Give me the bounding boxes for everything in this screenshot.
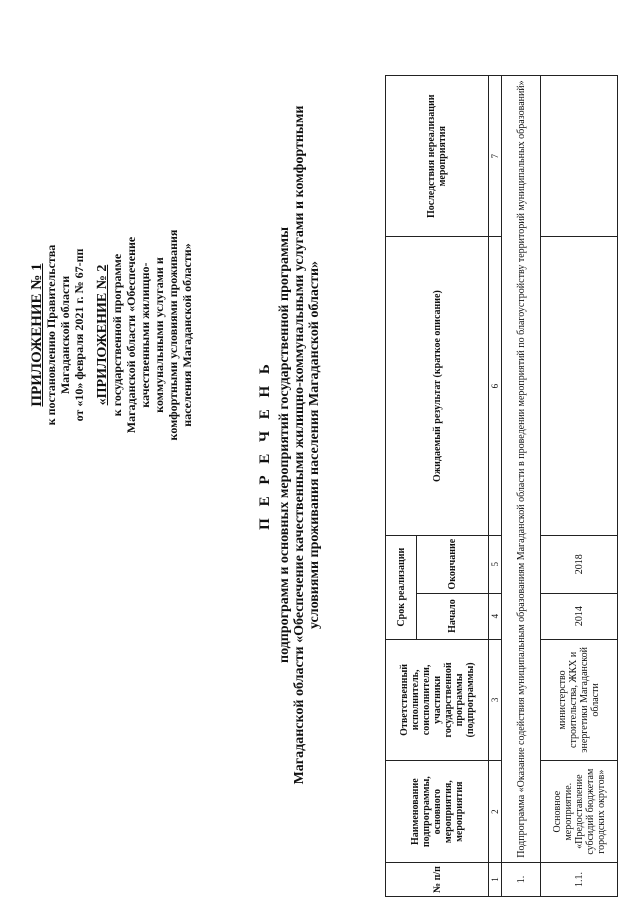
header-result: Ожидаемый результат (краткое описание) [386,237,489,535]
appendix-line: комфортными условиями проживания [166,229,180,441]
table-row [541,76,618,897]
appendix-heading: ПРИЛОЖЕНИЕ № 1 [29,263,45,407]
header-end: Окончание [417,535,489,593]
appendix-line: Магаданской области [58,275,72,395]
row-name: Основное мероприятие. «Предоставление субсидий бюджетам городских округов» [541,761,618,863]
col-number: 2 [489,761,502,863]
appendix-line: к государственной программе [110,253,124,417]
measures-table [385,75,618,897]
row-consequences [541,76,618,237]
row-start: 2014 [541,593,618,639]
column-number-row [489,76,502,897]
appendix-line: Магаданской области «Обеспечение [124,236,138,434]
col-number: 7 [489,76,502,237]
appendix-line: к постановлению Правительства [44,244,58,426]
document-title [258,65,322,825]
appendix-line: качественными жилищно- [138,262,152,408]
title-line: Магаданской области «Обеспечение качественными жилищно-коммунальными услугами и комфортными [292,105,307,785]
header-consequences: Последствия нереализации мероприятия [386,76,489,237]
appendix-line: населения Магаданской области» [180,243,194,427]
table-row [502,76,541,897]
appendix-line: коммунальными услугами и [152,257,166,413]
appendix-heading-2: «ПРИЛОЖЕНИЕ № 2 [95,264,110,406]
title-line: подпрограмм и основных мероприятий государственной программы [277,227,292,663]
header-responsible: Ответственный исполнитель, соисполнители, участники государственной программы (подпрограммы) [386,639,489,761]
header-num: № п/п [386,863,489,897]
row-responsible: министерство строительства, ЖКХ и энергетики Магаданской области [541,639,618,761]
subprogram-title: Подпрограмма «Оказание содействия муниципальным образованиям Магаданской области в проведении мероприятий по благоустройству территорий муниципальных образований» [502,76,541,863]
header-term: Срок реализации [386,535,417,639]
title-main: П Е Р Е Ч Е Н Ь [257,360,273,530]
col-number: 5 [489,535,502,593]
subprogram-num: 1. [502,863,541,897]
appendix-block [30,185,194,485]
row-num: 1.1. [541,863,618,897]
col-number: 1 [489,863,502,897]
col-number: 4 [489,593,502,639]
col-number: 3 [489,639,502,761]
title-line: условиями проживания населения Магаданской области» [307,260,322,630]
row-end: 2018 [541,535,618,593]
appendix-line: от «10» февраля 2021 г. № 67-пп [72,248,86,422]
table-header-row [386,76,417,897]
row-result [541,237,618,535]
header-name: Наименование подпрограммы, основного мероприятия, мероприятия [386,761,489,863]
col-number: 6 [489,237,502,535]
header-start: Начало [417,593,489,639]
